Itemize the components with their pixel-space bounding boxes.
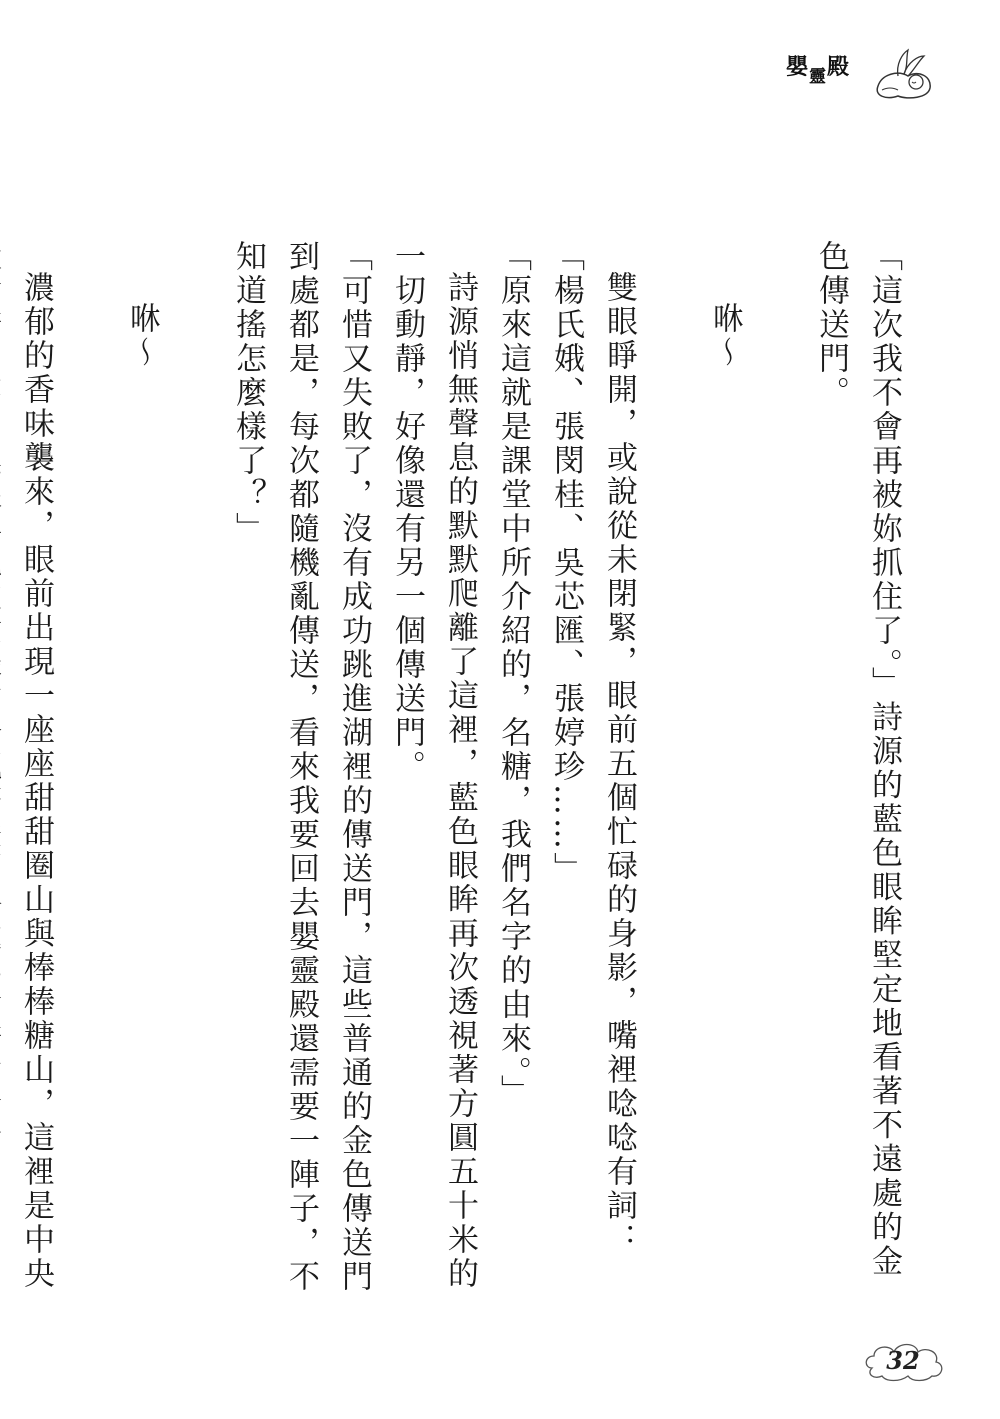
sleeping-baby-icon <box>868 46 938 106</box>
header-title-char-2: 靈 <box>809 67 828 87</box>
blank-line <box>645 240 698 1310</box>
paragraph-1: 「這次我不會再被妳抓住了。」詩源的藍色眼眸堅定地看著不遠處的金色傳送門。 <box>813 240 902 1279</box>
paragraph-2-sound-effect: 咻～ <box>707 302 743 370</box>
blank-line <box>751 240 804 1310</box>
header-title-char-3: 殿 <box>827 54 851 80</box>
blank-line <box>168 240 221 1310</box>
paragraph-8: 濃郁的香味襲來，眼前出現一座座甜甜圈山與棒棒糖山，這裡是中央 <box>18 271 54 1291</box>
header-title-char-1: 嬰 <box>786 54 810 80</box>
paragraph-5: 詩源悄無聲息的默默爬離了這裡，藍色眼眸再次透視著方圓五十米的一切動靜，好像還有另一個傳送門。 <box>389 240 478 1291</box>
paragraph-6: 「可惜又失敗了，沒有成功跳進湖裡的傳送門，這些普通的金色傳送門到處都是，每次都隨機亂傳送，看來我要回去嬰靈殿還需要一陣子，不知道搖怎麼樣了？」 <box>230 240 372 1294</box>
paragraph-4: 「原來這就是課堂中所介紹的，名糖，我們名字的由來。」 <box>495 240 531 1109</box>
blank-line <box>62 240 115 1310</box>
running-header <box>780 40 960 130</box>
vertical-body-text <box>18 240 910 1310</box>
page-number-badge <box>860 1338 950 1388</box>
paragraph-7-sound-effect: 咻～ <box>124 302 160 370</box>
header-title <box>786 50 851 87</box>
page-number: 32 <box>886 1346 920 1375</box>
paragraph-3: 雙眼睜開，或說從未閉緊，眼前五個忙碌的身影，嘴裡唸唸有詞：「楊氏娥、張閔桂、吳芯匯、張婷珍……」 <box>548 240 637 1257</box>
